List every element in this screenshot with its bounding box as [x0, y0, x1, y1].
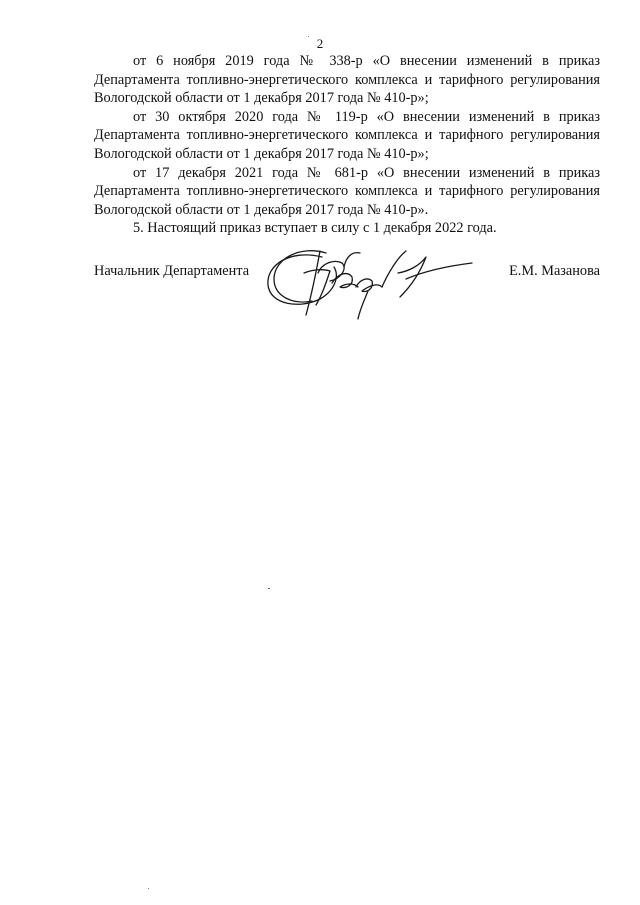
handwritten-signature: [260, 243, 480, 329]
paragraph-order-119: от 30 октября 2020 года № 119-р «О внесении изменений в приказ Департамента топливно-энергетического комплекса и тарифного регулирования Вологодской области от 1 декабря 2017 года № 410-р»;: [94, 108, 600, 162]
signature-block: [94, 255, 600, 325]
document-body: [94, 52, 600, 238]
paragraph-order-338: от 6 ноября 2019 года № 338-р «О внесении изменений в приказ Департамента топливно-энергетического комплекса и тарифного регулирования Вологодской области от 1 декабря 2017 года № 410-р»;: [94, 53, 600, 107]
page-number: 2: [316, 36, 324, 51]
paragraph-order-681: от 17 декабря 2021 года № 681-р «О внесении изменений в приказ Департамента топливно-энергетического комплекса и тарифного регулирования Вологодской области от 1 декабря 2017 года № 410-р».: [94, 164, 600, 218]
signatory-name: Е.М. Мазанова: [509, 263, 600, 279]
scan-speck: [148, 888, 149, 889]
signatory-title: Начальник Департамента: [94, 263, 250, 279]
scan-speck: [268, 588, 270, 589]
paragraph-effective-date: 5. Настоящий приказ вступает в силу с 1 декабря 2022 года.: [133, 220, 497, 237]
scan-speck: [308, 36, 309, 37]
